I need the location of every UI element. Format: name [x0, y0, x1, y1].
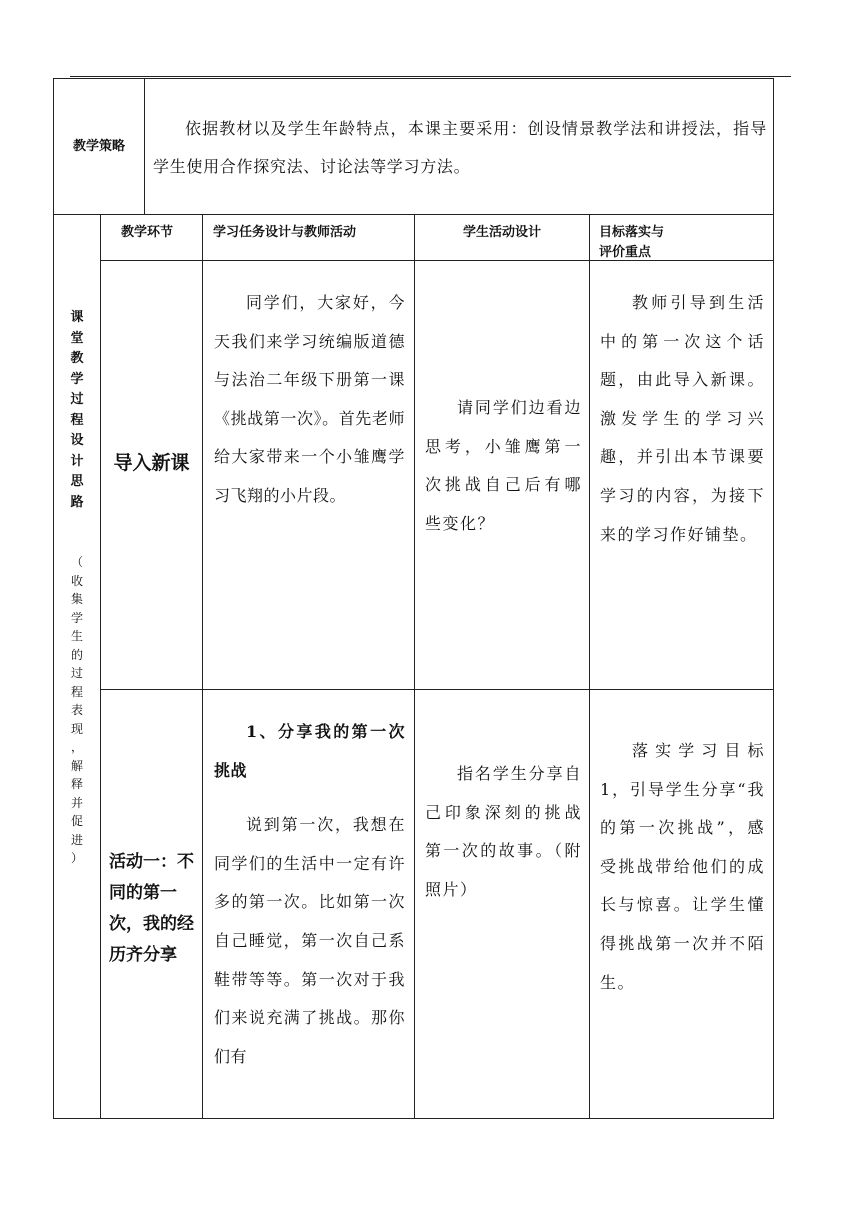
strategy-label: 教学策略 — [72, 139, 125, 154]
process-note-char: 表 — [70, 703, 83, 717]
process-note-char: 收 — [70, 573, 83, 588]
process-title — [54, 308, 100, 513]
header-student: 学生活动设计 — [462, 225, 541, 240]
process-note-char: 解 — [70, 758, 83, 773]
process-note-char: ， — [70, 740, 83, 754]
row2-student-cell — [414, 689, 590, 1119]
process-title-char: 计 — [70, 453, 84, 469]
row2-stage: 活动一：不同的第一次，我的经历齐分享 — [109, 852, 194, 965]
row1-teacher-cell — [202, 260, 415, 690]
row1-stage: 导入新课 — [113, 451, 190, 474]
process-note-char: 释 — [70, 777, 83, 791]
process-note-char: 现 — [70, 721, 83, 736]
process-title-char: 教 — [70, 351, 84, 366]
header-stage-cell — [100, 214, 203, 261]
row1-student-cell — [414, 260, 590, 690]
process-note-char: 生 — [70, 629, 83, 643]
row2-stage-cell — [100, 689, 203, 1119]
header-goal-cell — [589, 214, 774, 261]
process-note-char: 学 — [70, 610, 83, 625]
row1-goal: 教师引导到生活中的第一次这个话题，由此导入新课。激发学生的学习兴趣，并引出本节课要学习的内容，为接下来的学习作好铺垫。 — [600, 293, 765, 544]
process-title-char: 思 — [70, 474, 84, 489]
row1-student: 请同学们边看边思考，小雏鹰第一次挑战自己后有哪些变化？ — [425, 398, 582, 533]
process-note-char: 程 — [70, 684, 83, 699]
process-note-char: 的 — [70, 647, 83, 662]
row2-goal-cell — [589, 689, 774, 1119]
top-rule — [70, 76, 791, 77]
process-note-char: 并 — [70, 795, 83, 810]
process-note-char: 促 — [70, 814, 83, 828]
row1-stage-cell — [100, 260, 203, 690]
process-title-char: 设 — [70, 433, 84, 448]
strategy-text-cell — [144, 78, 774, 215]
process-note-char: 进 — [70, 832, 83, 847]
strategy-text: 依据教材以及学生年龄特点，本课主要采用：创设情景教学法和讲授法，指导学生使用合作探究法、讨论法等学习方法。 — [153, 119, 767, 176]
row1-goal-cell — [589, 260, 774, 690]
row2-teacher-title: 1、分享我的第一次挑战 — [214, 722, 405, 780]
process-title-char: 课 — [70, 310, 84, 325]
process-title-char: 程 — [70, 412, 84, 428]
header-teacher: 学习任务设计与教师活动 — [213, 225, 357, 240]
process-title-char: 学 — [70, 371, 84, 387]
row1-teacher: 同学们，大家好，今天我们来学习统编版道德与法治二年级下册第一课《挑战第一次》。首先老师给大家带来一个小雏鹰学习飞翔的小片段。 — [214, 293, 405, 505]
process-title-char: 过 — [70, 392, 84, 407]
row2-student: 指名学生分享自己印象深刻的挑战第一次的故事。（附照片） — [425, 764, 582, 899]
strategy-label-cell — [53, 78, 145, 215]
row2-teacher-cell — [202, 689, 415, 1119]
header-goal: 目标落实与 评价重点 — [599, 225, 665, 260]
process-note-char: ） — [70, 851, 83, 865]
process-note-char: 集 — [70, 592, 83, 606]
row2-goal: 落实学习目标1，引导学生分享“我的第一次挑战”，感受挑战带给他们的成长与惊喜。让学生懂得挑战第一次并不陌生。 — [600, 741, 765, 992]
row2-teacher: 说到第一次，我想在同学们的生活中一定有许多的第一次。比如第一次自己睡觉，第一次自己系鞋带等等。第一次对于我们来说充满了挑战。那你们有 — [214, 815, 405, 1066]
header-student-cell — [414, 214, 590, 261]
process-note — [54, 553, 100, 868]
process-title-char: 堂 — [70, 330, 84, 346]
process-label-cell — [53, 214, 101, 1119]
process-note-char: 过 — [70, 666, 83, 680]
process-title-char: 路 — [70, 494, 84, 510]
process-note-char: （ — [70, 555, 83, 569]
header-teacher-cell — [202, 214, 415, 261]
header-stage: 教学环节 — [121, 225, 174, 240]
